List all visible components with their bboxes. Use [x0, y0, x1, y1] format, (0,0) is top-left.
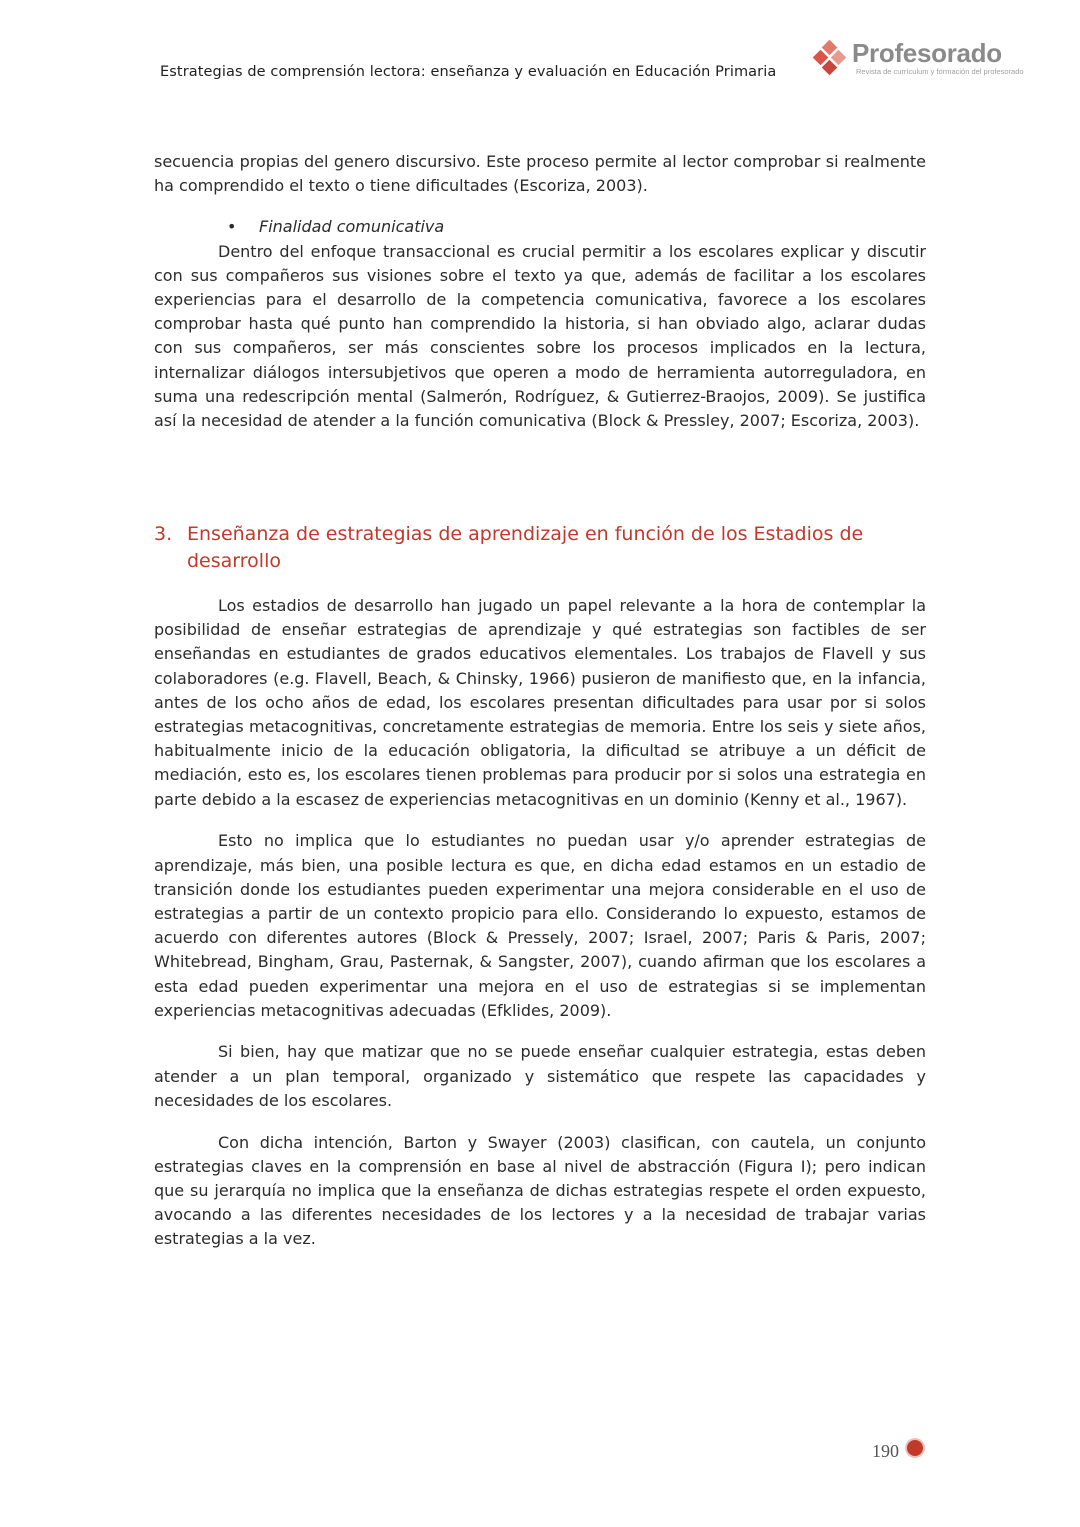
bullet-label: Finalidad comunicativa [259, 217, 445, 237]
intro-block [154, 150, 926, 433]
section-body [154, 594, 926, 1269]
section-paragraph: Esto no implica que lo estudiantes no puedan usar y/o aprender estrategias de aprendizaje, más bien, una posible lectura es que, en dicha edad estamos en un estadio de transición donde los estudiantes pueden experimentar una mejora considerable en el uso de estrategias a partir de un contexto propicio para ello. Considerando lo expuesto, estamos de acuerdo con diferentes autores (Block & Pressely, 2007; Israel, 2007; Paris & Paris, 2007; Whitebread, Bingham, Grau, Pasternak, & Sangster, 2007), cuando afirman que los escolares a esta edad pueden experimentar una mejora en el uso de estrategias si se implementan experiencias metacognitivas adecuadas (Efklides, 2009). [154, 831, 926, 1020]
section-number: 3. [154, 523, 173, 545]
section-paragraph: Con dicha intención, Barton y Swayer (2003) clasifican, con cautela, un conjunto estrategias claves en la comprensión en base al nivel de abstracción (Figura I); pero indican que su jerarquía no implica que la enseñanza de dichas estrategias respete el orden expuesto, avocando a las diferentes necesidades de los lectores y a la necesidad de trabajar varias estrategias a la vez. [154, 1132, 926, 1249]
profesorado-logo [812, 40, 1032, 82]
section-paragraph: Si bien, hay que matizar que no se puede enseñar cualquier estrategia, estas deben atender a un plan temporal, organizado y sistemático que respete las capacidades y necesidades de los escolares. [154, 1042, 926, 1110]
bullet-paragraph: Dentro del enfoque transaccional es crucial permitir a los escolares explicar y discutir con sus compañeros sus visiones sobre el texto ya que, además de facilitar a los escolares experiencias para el desarrollo de la competencia comunicativa, favorece a los escolares comprobar hasta qué punto han comprendido la historia, si han obviado algo, aclarar dudas con sus compañeros, ser más conscientes sobre los procesos implicados en la lectura, internalizar diálogos intersubjetivos que operen a modo de herramienta autorreguladora, en suma una redescripción mental (Salmerón, Rodríguez, & Gutierrez-Braojos, 2009). Se justifica así la necesidad de atender a la función comunicativa (Block & Pressley, 2007; Escoriza, 2003). [154, 241, 926, 431]
page-dot-icon [907, 1440, 923, 1456]
page-number: 190 [872, 1441, 899, 1461]
section-heading [154, 521, 926, 575]
logo-tagline: Revista de currículum y formación del profesorado [856, 67, 1024, 76]
intro-paragraph: secuencia propias del genero discursivo. Este proceso permite al lector comprobar si realmente ha comprendido el texto o tiene dificultades (Escoriza, 2003). [154, 152, 926, 196]
section-paragraph: Los estadios de desarrollo han jugado un papel relevante a la hora de contemplar la posibilidad de enseñar estrategias de aprendizaje y qué estrategias son factibles de ser enseñandas en estudiantes de grados educativos elementales. Los trabajos de Flavell y sus colaboradores (e.g. Flavell, Beach, & Chinsky, 1966) pusieron de manifiesto que, en la infancia, antes de los ocho años de edad, los escolares presentan dificultades para usar por si solos estrategias metacognitivas, concretamente estrategias de memoria. Entre los seis y siete años, habitualmente inicio de la educación obligatoria, la dificultad se atribuye a un déficit de mediación, esto es, los escolares tienen problemas para producir por si solos una estrategia en parte debido a la escasez de experiencias metacognitivas en un dominio (Kenny et al., 1967). [154, 596, 926, 809]
running-header: Estrategias de comprensión lectora: enseñanza y evaluación en Educación Primaria [160, 64, 777, 80]
section-title: Enseñanza de estrategias de aprendizaje en función de los Estadios de desarrollo [187, 523, 864, 572]
logo-wordmark: Profesorado [852, 38, 1002, 68]
logo-mark-icon [812, 40, 850, 82]
bullet-item [154, 215, 926, 239]
bullet-icon: • [227, 217, 237, 237]
